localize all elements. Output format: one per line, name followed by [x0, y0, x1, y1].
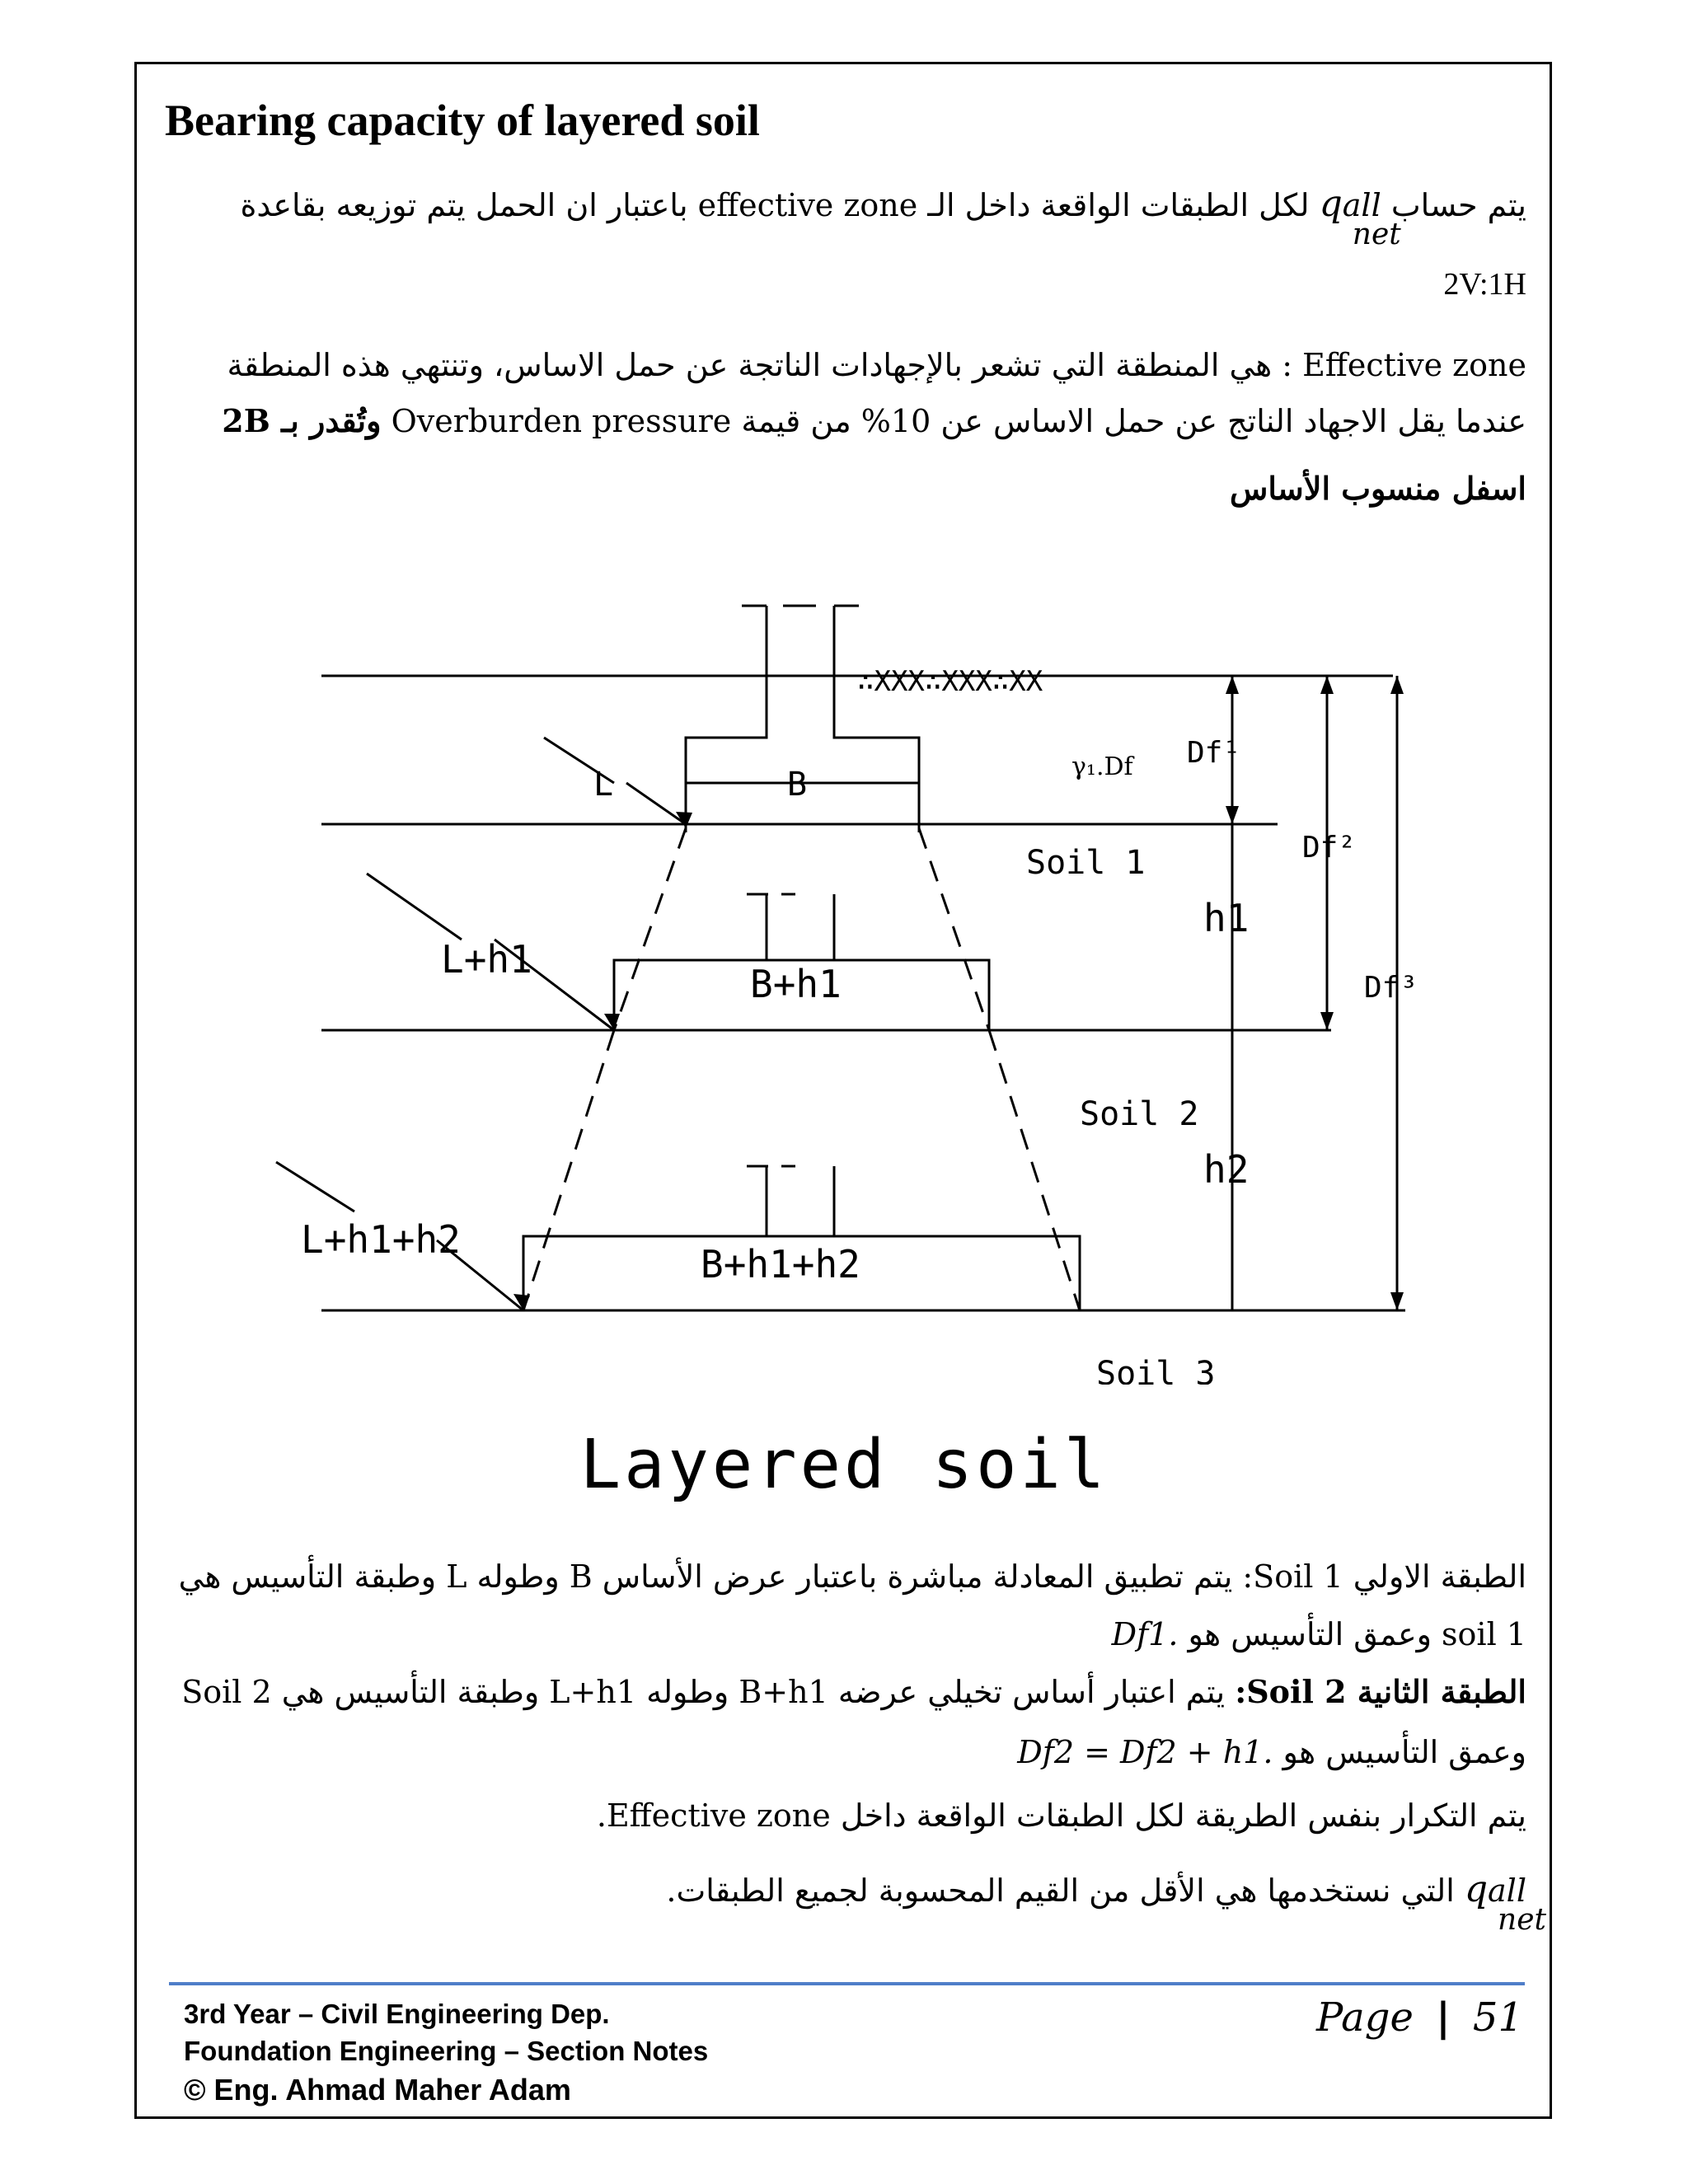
label-gamma-df: γ₁.Df [1071, 752, 1133, 781]
label-l-h1-h2: L+h1+h2 [301, 1217, 461, 1262]
label-soil-1: Soil 1 [1026, 844, 1146, 882]
label-L: L [593, 766, 614, 804]
spread-left-1 [614, 828, 686, 1030]
df1-formula: Df1. [1111, 1616, 1179, 1652]
label-b-h1: B+h1 [750, 962, 842, 1006]
footer-line-2: Foundation Engineering – Section Notes [184, 2036, 709, 2066]
body-p1-line-2: soil 1 وعمق التأسيس هو Df1. [1111, 1616, 1526, 1652]
intro-text-b: لكل الطبقات الواقعة داخل الـ effective zone باعتبار ان الحمل يتم توزيعه بقاعدة [240, 187, 1310, 223]
body-p2-line-2: وعمق التأسيس هو Df2 = Df2 + h1. [1017, 1734, 1526, 1770]
spread-left-2 [523, 1030, 614, 1310]
label-B: B [787, 766, 808, 804]
intro-line-2: 2V:1H [1443, 267, 1526, 302]
body-p3: يتم التكرار بنفس الطريقة لكل الطبقات الواقعة داخل Effective zone. [596, 1797, 1526, 1834]
ground-hatch: ∴XXX∴XXX∴XX [857, 665, 1043, 698]
definition-line-1: Effective zone : هي المنطقة التي تشعر بالإجهادات الناتجة عن حمل الاساس، وتنتهي هذه المنطقة [227, 347, 1526, 383]
footer-divider [169, 1982, 1525, 1985]
body-p2-line-1: الطبقة الثانية Soil 2: يتم اعتبار أساس تخيلي عرضه B+h1 وطوله L+h1 وطبقة التأسيس هي Soil 2 [181, 1673, 1526, 1710]
label-l-h1: L+h1 [441, 937, 532, 982]
label-h2: h2 [1203, 1147, 1250, 1192]
q-all-net-symbol: qall net [1319, 183, 1401, 251]
footer-line-3: © Eng. Ahmad Maher Adam [184, 2073, 571, 2107]
body-p1-line-1: الطبقة الاولي Soil 1: يتم تطبيق المعادلة مباشرة باعتبار عرض الأساس B وطوله L وطبقة التأسيس هي [178, 1558, 1526, 1595]
body-p4: qall net التي نستخدمها هي الأقل من القيم المحسوبة لجميع الطبقات. [666, 1868, 1546, 1937]
spread-right-1 [919, 828, 989, 1030]
df2-formula: Df2 = Df2 + h1. [1017, 1734, 1273, 1770]
label-h1: h1 [1203, 896, 1250, 940]
page-title: Bearing capacity of layered soil [165, 96, 760, 145]
label-df3: Df³ [1364, 971, 1418, 1005]
definition-line-3: اسفل منسوب الأساس [1229, 470, 1526, 507]
layered-soil-diagram [247, 593, 1434, 1385]
page-number: Page | 51 [1316, 1994, 1523, 2041]
label-soil-3: Soil 3 [1096, 1355, 1216, 1385]
label-df1: Df¹ [1187, 736, 1241, 770]
diagram-caption: Layered soil [579, 1426, 1109, 1504]
definition-line-2: عندما يقل الاجهاد الناتج عن حمل الاساس عن 10% من قيمة Overburden pressure وتُقدر بـ 2B [222, 402, 1526, 439]
label-soil-2: Soil 2 [1080, 1095, 1199, 1133]
spread-right-2 [989, 1030, 1080, 1310]
footer-line-1: 3rd Year – Civil Engineering Dep. [184, 1999, 610, 2029]
q-all-net-symbol-2: qall net [1464, 1868, 1546, 1937]
label-df2: Df² [1302, 831, 1357, 865]
intro-line-1 [240, 177, 1526, 251]
intro-text-a: يتم حساب [1390, 187, 1526, 223]
label-b-h1-h2: B+h1+h2 [701, 1242, 860, 1286]
